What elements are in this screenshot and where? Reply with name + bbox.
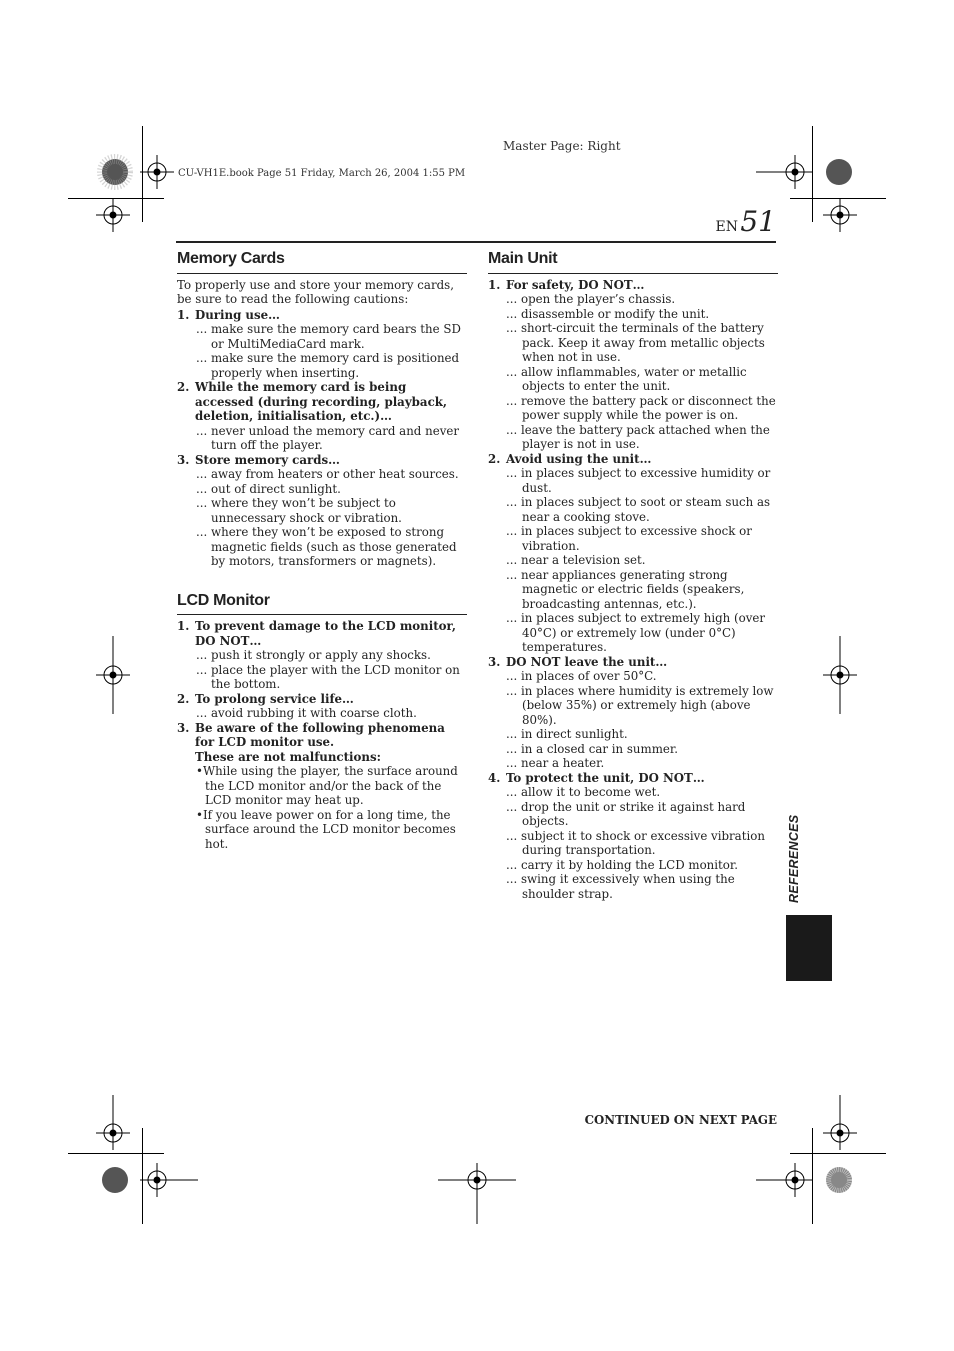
right-column: [488, 252, 778, 901]
side-tab-label: REFERENCES: [787, 814, 801, 903]
list-item: ... make sure the memory card is positioned properly when inserting.: [196, 351, 460, 380]
list-item: ... in direct sunlight.: [506, 727, 628, 741]
list-item: ... place the player with the LCD monitor on the bottom.: [196, 662, 460, 691]
section-title-memory-cards: Memory Cards: [177, 252, 467, 274]
list-item: ... where they won’t be exposed to strong magnetic fields (such as those generated by motors, transformers or magnets).: [196, 525, 457, 568]
list-item-note: These are not malfunctions:: [195, 749, 381, 764]
continued-note: CONTINUED ON NEXT PAGE: [584, 1113, 777, 1127]
color-disc-icon: [826, 159, 852, 185]
list-item: ... near a television set.: [506, 553, 646, 567]
list-item: ... away from heaters or other heat sources.: [196, 467, 459, 481]
list-item-title: 3. Store memory cards…: [177, 452, 340, 467]
color-disc-icon: [102, 1167, 128, 1193]
list-item: ... in places subject to excessive humidity or dust.: [506, 466, 771, 495]
side-tab-block: [786, 915, 832, 981]
list-item: ... near a heater.: [506, 756, 605, 770]
list-item: ... subject it to shock or excessive vibration during transportation.: [506, 828, 765, 857]
list-item: ... carry it by holding the LCD monitor.: [506, 857, 738, 872]
list-item: ... near appliances generating strong magnetic or electric fields (speakers, broadcasting antennas, etc.).: [506, 567, 745, 611]
section-title-main-unit: Main Unit: [488, 252, 778, 274]
list-item: ... in places subject to extremely high (over 40°C) or extremely low (under 0°C) temperatures.: [506, 611, 766, 654]
registration-target-icon: [96, 198, 130, 232]
list-item: ... swing it excessively when using the shoulder strap.: [506, 872, 735, 901]
registration-target-icon: [823, 198, 857, 232]
list-item: ... make sure the memory card bears the SD or MultiMediaCard mark.: [196, 322, 461, 351]
list-item: ... avoid rubbing it with coarse cloth.: [196, 706, 417, 720]
list-item: ... short-circuit the terminals of the battery pack. Keep it away from metallic objects when not in use.: [506, 321, 765, 364]
list-item: ... in places where humidity is extremely low (below 35%) or extremely high (above 80%).: [506, 683, 774, 727]
list-item: ... drop the unit or strike it against hard objects.: [506, 799, 746, 828]
list-item: ... in places of over 50°C.: [506, 669, 657, 683]
memory-cards-intro: To properly use and store your memory cards, be sure to read the following cautions:: [177, 277, 454, 306]
list-item-title: 2. Avoid using the unit…: [488, 451, 652, 466]
registration-target-icon: [778, 155, 812, 189]
registration-target-icon: [140, 1163, 198, 1197]
list-item: ... leave the battery pack attached when the player is not in use.: [506, 422, 770, 451]
list-item-title: 2. While the memory card is being accessed (during recording, playback, deletion, initialisation, etc.)…: [177, 380, 448, 423]
master-page-note: Master Page: Right: [503, 139, 621, 153]
color-disc-icon: [102, 159, 128, 185]
book-info-line: CU-VH1E.book Page 51 Friday, March 26, 2004 1:55 PM: [178, 168, 466, 179]
list-item: ... push it strongly or apply any shocks.: [196, 648, 431, 662]
page-number: 51: [740, 205, 776, 238]
registration-target-icon: [96, 636, 130, 714]
list-item: ... never unload the memory card and never turn off the player.: [196, 423, 459, 452]
registration-target-icon: [438, 1163, 516, 1224]
registration-target-icon: [823, 636, 857, 714]
bullet-item: •If you leave power on for a long time, the surface around the LCD monitor becomes hot.: [196, 807, 456, 851]
list-item: ... out of direct sunlight.: [196, 481, 341, 496]
list-item-title: 1. To prevent damage to the LCD monitor, DO NOT…: [177, 619, 457, 648]
list-item: ... open the player’s chassis.: [506, 292, 676, 306]
registration-target-icon: [140, 155, 174, 189]
list-item: ... in places subject to excessive shock or vibration.: [506, 524, 752, 553]
list-item: ... disassemble or modify the unit.: [506, 306, 710, 321]
header-rule: [176, 241, 776, 243]
left-column: [177, 252, 467, 851]
registration-target-icon: [756, 1163, 812, 1197]
bullet-item: •While using the player, the surface around the LCD monitor and/or the back of the LCD monitor may heat up.: [196, 764, 458, 807]
list-item: ... in places subject to soot or steam such as near a cooking stove.: [506, 495, 771, 524]
list-item-title: 2. To prolong service life…: [177, 691, 354, 706]
list-item: ... remove the battery pack or disconnect the power supply while the power is on.: [506, 393, 776, 422]
color-disc-icon: [826, 1167, 852, 1193]
list-item-title: 3. Be aware of the following phenomena for LCD monitor use.: [177, 720, 445, 749]
registration-target-icon: [96, 1095, 130, 1150]
list-item: ... in a closed car in summer.: [506, 741, 678, 756]
list-item-title: 1. For safety, DO NOT…: [488, 277, 645, 292]
list-item-title: 4. To protect the unit, DO NOT…: [488, 770, 705, 785]
section-title-lcd-monitor: LCD Monitor: [177, 594, 467, 616]
list-item: ... where they won’t be subject to unnecessary shock or vibration.: [196, 496, 402, 525]
list-item-title: 3. DO NOT leave the unit…: [488, 654, 668, 669]
language-code: EN: [715, 219, 738, 235]
list-item-title: 1. During use…: [177, 307, 280, 322]
list-item: ... allow inflammables, water or metallic objects to enter the unit.: [506, 364, 747, 393]
list-item: ... allow it to become wet.: [506, 785, 661, 799]
registration-target-icon: [823, 1095, 857, 1150]
